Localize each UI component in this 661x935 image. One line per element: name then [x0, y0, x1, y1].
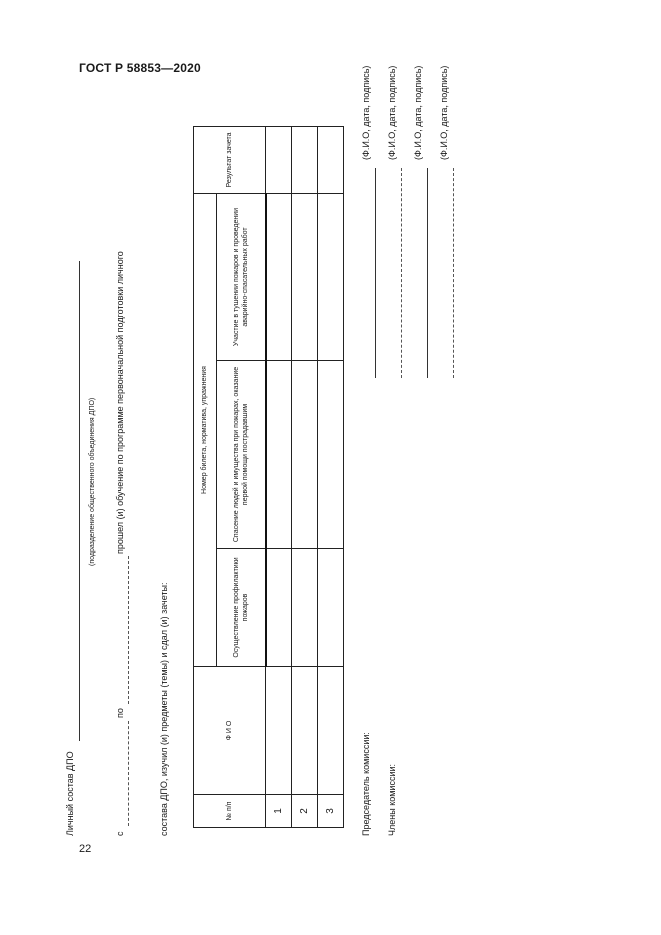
table-cell	[318, 127, 344, 194]
rotated-form	[65, 66, 465, 836]
member3-signature-caption: (Ф.И.О, дата, подпись)	[439, 65, 449, 160]
table-cell	[318, 361, 344, 549]
row-number: 1	[266, 795, 292, 828]
table-cell	[266, 549, 292, 667]
date-to-prefix: по	[115, 708, 125, 718]
date-from-prefix: с	[115, 831, 125, 836]
personnel-label: Личный состав ДПО	[65, 751, 75, 836]
table-cell	[318, 194, 344, 361]
chair-signature-caption: (Ф.И.О, дата, подпись)	[361, 65, 371, 160]
col-result-header: Результат зачета	[194, 127, 266, 194]
document-code: ГОСТ Р 58853—2020	[79, 61, 201, 75]
col-fio-header: Ф И О	[194, 667, 266, 795]
unit-caption: (подразделение общественного объединения ДПО)	[89, 397, 96, 566]
table-cell	[266, 194, 292, 361]
chair-label: Председатель комиссии:	[361, 732, 371, 836]
member1-signature-caption: (Ф.И.О, дата, подпись)	[387, 65, 397, 160]
members-label: Члены комиссии:	[387, 763, 397, 836]
col-group-header: Номер билета, норматива, упражнения	[194, 194, 217, 667]
col-rescue-header: Спасение людей и имущества при пожарах, оказание первой помощи пострадавшим	[217, 361, 266, 549]
member2-signature-caption: (Ф.И.О, дата, подпись)	[413, 65, 423, 160]
table-cell	[318, 667, 344, 795]
table-cell	[292, 667, 318, 795]
table-cell	[318, 549, 344, 667]
col-num-header: № п/п	[194, 795, 266, 828]
training-text: прошел (и) обучение по программе первоначальной подготовки личного	[115, 251, 125, 554]
member2-signature-line	[427, 168, 428, 378]
row-number: 3	[318, 795, 344, 828]
subjects-text: состава ДПО, изучил (и) предметы (темы) и сдал (и) зачеты:	[159, 582, 169, 836]
chair-signature-line	[375, 168, 376, 378]
results-table	[193, 126, 344, 828]
table-cell	[292, 127, 318, 194]
member3-signature-line	[453, 168, 454, 378]
date-from-line	[128, 721, 129, 826]
table-cell	[292, 549, 318, 667]
col-prevention-header: Осуществление профилактики пожаров	[217, 549, 266, 667]
table-row	[292, 127, 318, 828]
unit-fill-line	[79, 261, 80, 741]
table-row	[266, 127, 292, 828]
date-to-line	[128, 556, 129, 704]
table-cell	[292, 361, 318, 549]
table-cell	[266, 127, 292, 194]
table-cell	[266, 667, 292, 795]
member1-signature-line	[401, 168, 402, 378]
table-cell	[292, 194, 318, 361]
table-cell	[266, 361, 292, 549]
row-number: 2	[292, 795, 318, 828]
table-row	[318, 127, 344, 828]
page-number: 22	[79, 843, 92, 855]
col-firefighting-header: Участие в тушении пожаров и проведении аварийно-спасательных работ	[217, 194, 266, 361]
